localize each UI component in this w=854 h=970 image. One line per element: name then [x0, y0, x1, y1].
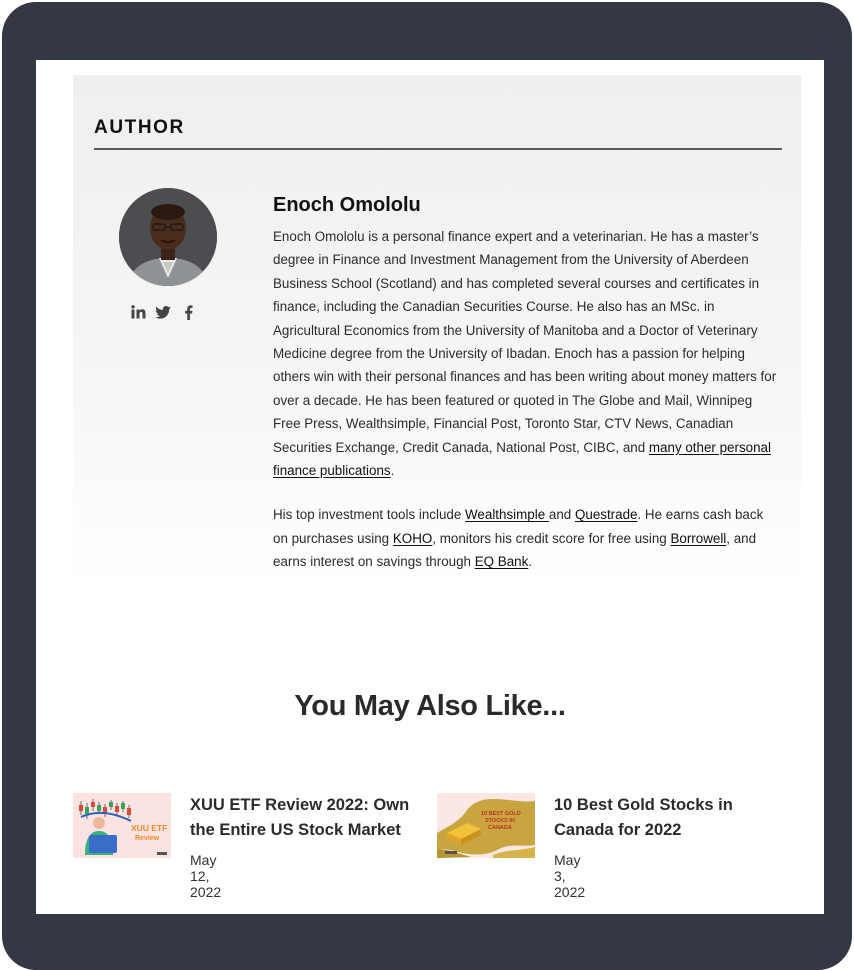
wealthsimple-link[interactable]: Wealthsimple	[465, 507, 549, 523]
thumb-text: 10 BEST GOLD	[481, 811, 521, 817]
related-posts-title: You May Also Like...	[294, 690, 566, 722]
bio-text: .	[528, 554, 533, 570]
thumb-text: XUU ETF	[131, 823, 168, 833]
gold-stocks-thumbnail-image	[437, 793, 535, 858]
publications-link[interactable]: many other personal finance publications	[273, 439, 771, 479]
page-content	[36, 60, 824, 914]
divider	[94, 148, 782, 150]
bio-text: and	[548, 507, 575, 523]
post-date: May 12, 2022	[190, 852, 222, 900]
author-avatar	[119, 188, 217, 286]
author-name: Enoch Omololu	[273, 194, 421, 216]
thumb-text: Review	[135, 835, 160, 842]
bio-text: , and earns interest on savings through	[273, 530, 757, 570]
author-box	[73, 75, 801, 585]
post-thumbnail[interactable]	[437, 793, 535, 858]
post-title[interactable]: 10 Best Gold Stocks in Canada for 2022	[554, 796, 733, 839]
thumb-text: STOCKS IN	[485, 818, 515, 824]
bio-text: , monitors his credit score for free using	[432, 530, 671, 546]
social-links	[130, 304, 196, 320]
bio-paragraph-1	[273, 225, 781, 482]
author-heading: AUTHOR	[94, 117, 185, 138]
bio-text: . He earns cash back on purchases using	[273, 507, 764, 546]
author-portrait-image	[119, 188, 217, 286]
post-thumbnail[interactable]	[73, 793, 171, 858]
eq-bank-link[interactable]: EQ Bank	[474, 554, 529, 570]
borrowell-link[interactable]: Borrowell	[670, 530, 727, 546]
device-frame	[2, 2, 852, 970]
bio-text: Enoch Omololu is a personal finance expert and a veterinarian. He has a master’s degree in Finance and Investment Management from the University of Aberdeen Business School (Scotland) and has completed several courses and certificates in finance, including the Canadian Securities Course. He also has an MSc. in Agricultural Economics from the University of Manitoba and a Doctor of Veterinary Medicine degree from the University of Ibadan. Enoch has a passion for helping others win with their personal finances and has been writing about money matters for over a decade. He has been featured or quoted in The Globe and Mail, Winnipeg Free Press, Wealthsimple, Financial Post, Toronto Star, CTV News, Canadian Securities Exchange, Credit Canada, National Post, CIBC, and	[273, 229, 777, 455]
thumb-text: CANADA	[488, 825, 512, 831]
bio-paragraph-2	[273, 503, 781, 573]
author-bio	[273, 225, 781, 574]
linkedin-icon[interactable]	[130, 304, 146, 320]
koho-link[interactable]: KOHO	[392, 530, 433, 546]
xuu-etf-thumbnail-image	[73, 793, 171, 858]
bio-text: .	[390, 463, 395, 479]
facebook-icon[interactable]	[180, 304, 196, 320]
twitter-icon[interactable]	[155, 304, 171, 320]
questrade-link[interactable]: Questrade	[574, 507, 638, 523]
post-date: May 3, 2022	[554, 852, 586, 900]
post-title[interactable]: XUU ETF Review 2022: Own the Entire US Stock Market	[190, 796, 410, 839]
bio-text: His top investment tools include	[273, 507, 466, 523]
